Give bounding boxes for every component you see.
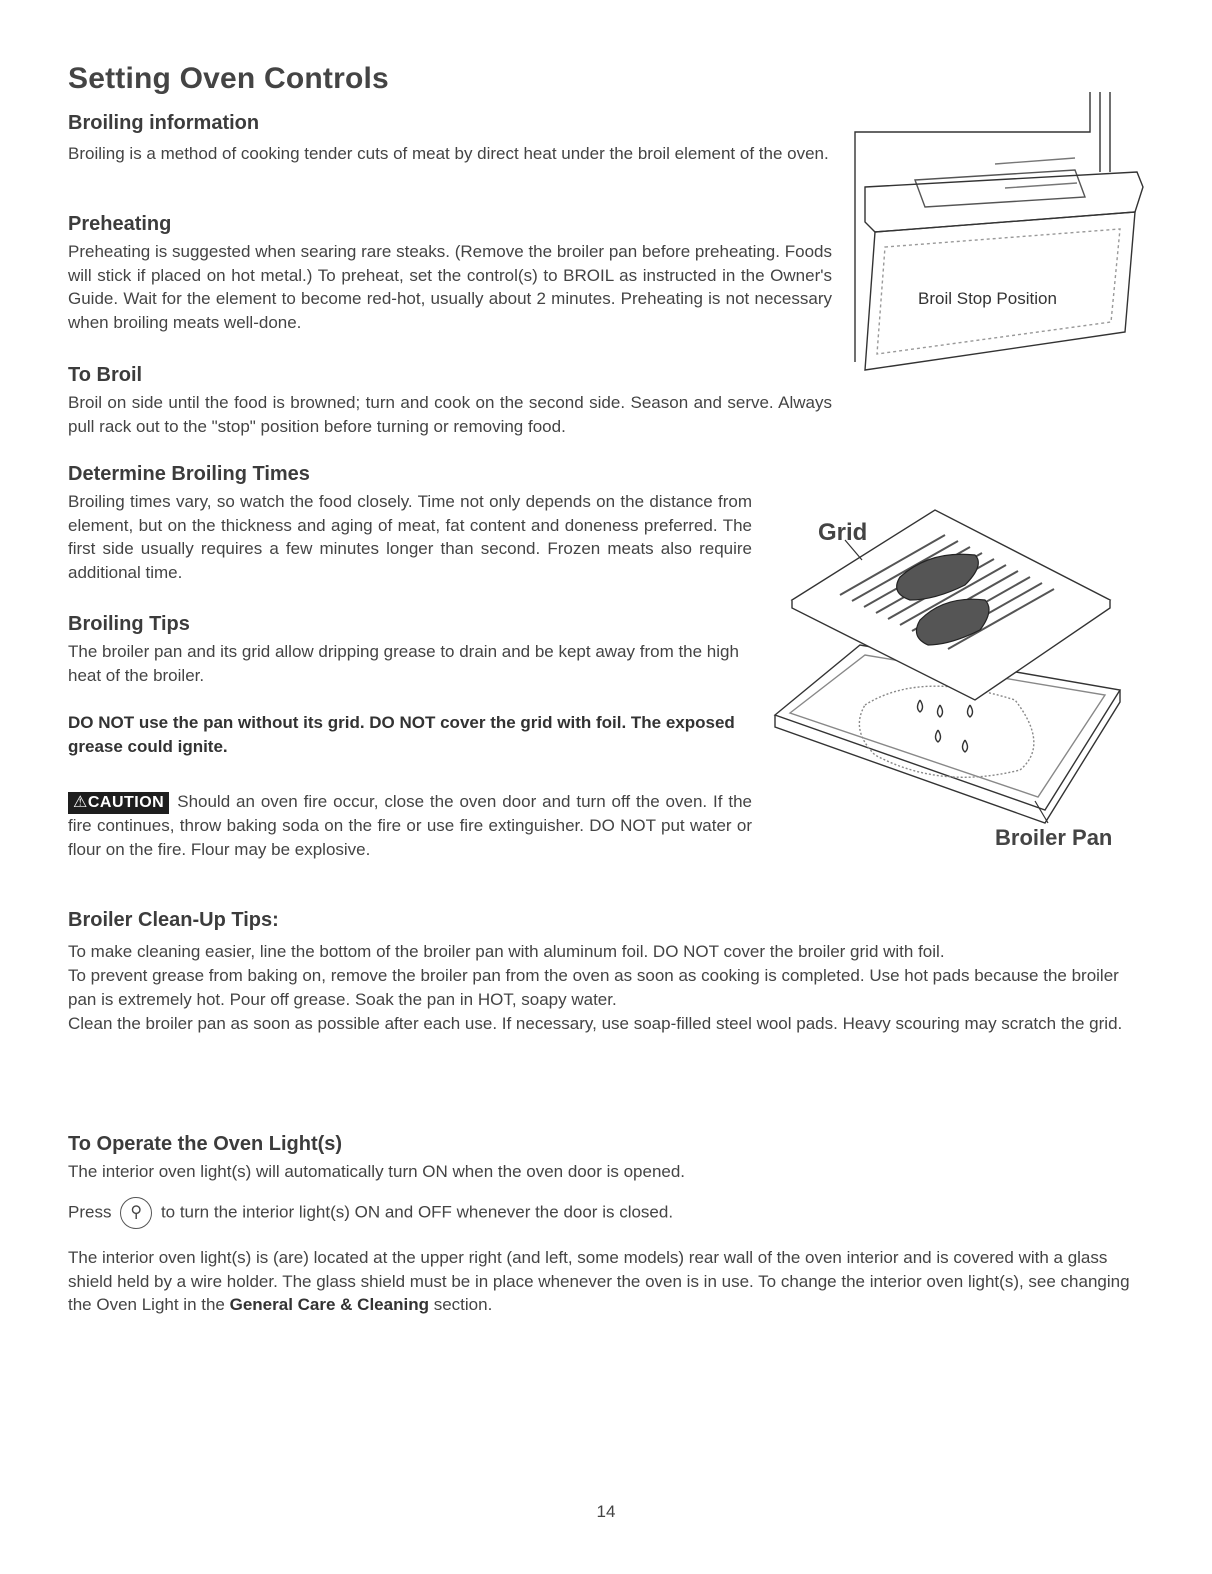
heading-broiling-information: Broiling information — [68, 112, 260, 134]
caution-badge: ⚠CAUTION — [68, 792, 169, 814]
broiler-pan-label: Broiler Pan — [995, 825, 1113, 850]
light-bulb-icon: ⚲ — [120, 1197, 152, 1229]
heading-determine-broiling-times: Determine Broiling Times — [68, 463, 310, 485]
broiling-information-text: Broiling is a method of cooking tender cuts of meat by direct heat under the broil element of the oven. — [68, 144, 829, 163]
heading-broiler-cleanup-tips: Broiler Clean-Up Tips: — [68, 909, 279, 931]
press-label: Press — [68, 1202, 112, 1222]
press-instruction: to turn the interior light(s) ON and OFF whenever the door is closed. — [160, 1202, 674, 1222]
broil-stop-illustration — [845, 92, 1150, 392]
oven-light-text-3 — [68, 1246, 1138, 1317]
general-care-reference: General Care & Cleaning — [229, 1295, 429, 1314]
page-number: 14 — [596, 1502, 616, 1521]
broiling-tips-text: The broiler pan and its grid allow dripping grease to drain and be kept away from the high heat of the broiler. — [68, 642, 739, 685]
broil-stop-label: Broil Stop Position — [918, 289, 1057, 308]
preheating-text: Preheating is suggested when searing rare steaks. (Remove the broiler pan before preheating. Foods will stick if placed on hot metal.) To preheat, set the control(s) to BROIL as instructed in the Owner's Guide. Wait for the element to become red-hot, usually about 2 minutes. Preheating is not necessary when broiling meats well-done. — [68, 242, 832, 332]
oven-light-location-text: The interior oven light(s) is (are) located at the upper right (and left, some models) rear wall of the oven interior and is covered with a glass shield held by a wire holder. The glass shield must be in place whenever the oven is in use. To change the interior oven light(s), see changing the Oven Light in the — [68, 1248, 1130, 1314]
page-title: Setting Oven Controls — [68, 62, 389, 95]
determine-broiling-times-text: Broiling times vary, so watch the food closely. Time not only depends on the distance from element, but on the thickness and aging of meat, fat content and doneness preferred. The first side usually requires a few minutes longer than second. Frozen meats also require additional time. — [68, 492, 752, 582]
oven-light-press-line — [68, 1197, 1138, 1229]
grid-label: Grid — [818, 519, 868, 546]
heading-to-broil: To Broil — [68, 364, 143, 386]
heading-broiling-tips: Broiling Tips — [68, 613, 190, 635]
cleanup-text-3: Clean the broiler pan as soon as possible after each use. If necessary, use soap-filled steel wool pads. Heavy scouring may scratch the grid. — [68, 1014, 1123, 1033]
caution-block — [68, 790, 752, 861]
section-suffix: section. — [433, 1295, 493, 1314]
to-broil-text: Broil on side until the food is browned; turn and cook on the second side. Season and serve. Always pull rack out to the "stop" position before turning or removing food. — [68, 393, 832, 436]
cleanup-text-1: To make cleaning easier, line the bottom of the broiler pan with aluminum foil. DO NOT cover the broiler grid with foil. — [68, 942, 945, 961]
oven-light-text-1: The interior oven light(s) will automatically turn ON when the oven door is opened. — [68, 1162, 686, 1181]
cleanup-text-2: To prevent grease from baking on, remove the broiler pan from the oven as soon as cooking is completed. Use hot pads because the broiler pan is extremely hot. Pour off grease. Soak the pan in HOT, soapy water. — [68, 966, 1119, 1009]
heading-preheating: Preheating — [68, 213, 172, 235]
heading-oven-lights: To Operate the Oven Light(s) — [68, 1133, 343, 1155]
broiler-pan-illustration — [770, 505, 1140, 855]
caution-text: Should an oven fire occur, close the oven door and turn off the oven. If the fire continues, throw baking soda on the fire or use fire extinguisher. DO NOT put water or flour on the fire. Flour may be explosive. — [68, 792, 752, 859]
broiling-tips-warning: DO NOT use the pan without its grid. DO NOT cover the grid with foil. The exposed grease could ignite. — [68, 713, 735, 756]
